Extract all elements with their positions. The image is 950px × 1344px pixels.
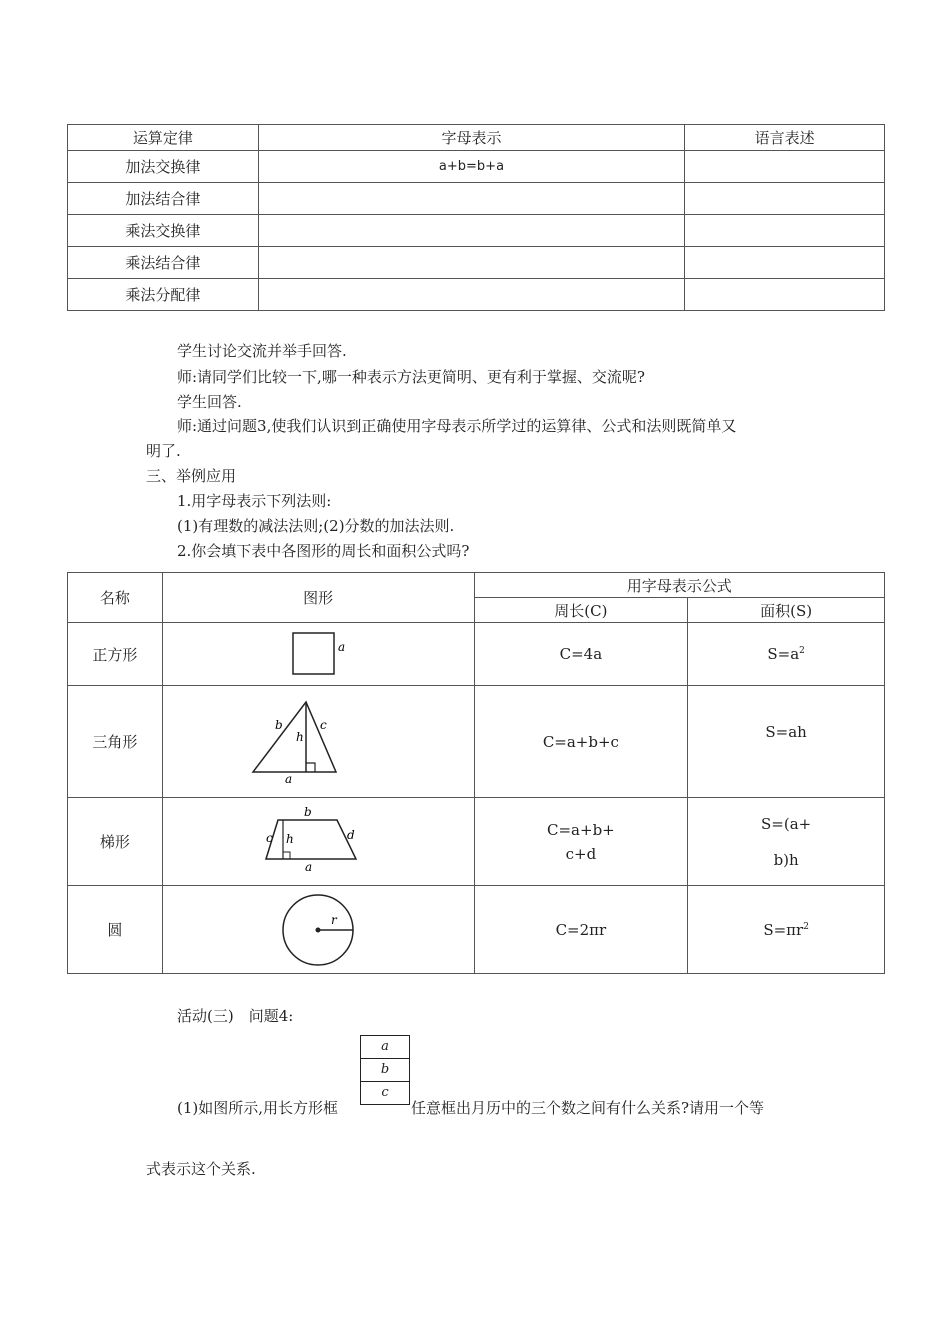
table-header-cell: 运算定律: [68, 125, 259, 151]
shape-figure-cell: [162, 686, 474, 798]
frame-cell-b: b: [361, 1059, 409, 1082]
calendar-frame-figure: [360, 1035, 410, 1105]
table-row: [68, 886, 885, 974]
trapezoid-figure: [258, 807, 378, 877]
area-base: S=πr: [763, 920, 804, 939]
table-cell: [685, 183, 885, 215]
shape-figure-cell: [162, 623, 474, 686]
trapezoid-label-h: h: [286, 831, 294, 846]
table-cell: [258, 183, 684, 215]
table-cell: 加法结合律: [68, 183, 259, 215]
table-cell: [685, 279, 885, 311]
table-cell: [258, 279, 684, 311]
question-1: 1.用字母表示下列法则:: [177, 492, 332, 510]
section-heading: 三、举例应用: [146, 467, 237, 485]
table-row: [68, 798, 885, 886]
table-cell: 乘法结合律: [68, 247, 259, 279]
perimeter-formula: [474, 798, 688, 886]
perimeter-line-1: C=a+b+: [547, 820, 615, 839]
table-cell: 乘法交换律: [68, 215, 259, 247]
question-2: 2.你会填下表中各图形的周长和面积公式吗?: [177, 542, 470, 560]
paragraph-teacher-summary-cont: 明了.: [146, 442, 181, 460]
shape-name: 圆: [68, 886, 163, 974]
activity-title: 活动(三) 问题4:: [177, 1007, 294, 1025]
header-area: 面积(S): [688, 598, 885, 623]
table-header-row: [68, 125, 885, 151]
perimeter-formula: C=a+b+c: [474, 686, 688, 798]
header-name: 名称: [68, 573, 163, 623]
table-cell: [685, 215, 885, 247]
table-row: [68, 623, 885, 686]
trapezoid-label-a: a: [305, 859, 313, 874]
table-cell: 乘法分配律: [68, 279, 259, 311]
frame-cell-a: a: [361, 1036, 409, 1059]
table-cell: [685, 247, 885, 279]
circle-figure: [278, 890, 358, 970]
perimeter-line-2: c+d: [565, 844, 597, 863]
trapezoid-label-d: d: [347, 827, 355, 842]
paragraph-student-discuss: 学生讨论交流并举手回答.: [177, 342, 347, 360]
area-exponent: 2: [799, 646, 805, 656]
area-base: S=ah: [765, 723, 807, 741]
frame-cell-c: c: [381, 1085, 389, 1100]
square-label-a: a: [338, 640, 346, 654]
triangle-label-c: c: [320, 717, 327, 732]
table-row: [68, 183, 885, 215]
table-cell: [685, 151, 885, 183]
table-header-row: [68, 573, 885, 598]
area-formula: [688, 686, 885, 798]
table-cell: 加法交换律: [68, 151, 259, 183]
shape-name: 三角形: [68, 686, 163, 798]
table-header-cell: 字母表示: [258, 125, 684, 151]
shape-figure-cell: [162, 798, 474, 886]
table-row: [68, 151, 885, 183]
triangle-label-b: b: [275, 717, 283, 732]
header-perimeter: 周长(C): [474, 598, 688, 623]
shape-figure-cell: [162, 886, 474, 974]
activity-question-cont: 式表示这个关系.: [146, 1160, 256, 1178]
area-formula: [688, 623, 885, 686]
table-row: [68, 686, 885, 798]
table-cell: [258, 215, 684, 247]
shapes-formula-table: [67, 572, 885, 974]
perimeter-formula: C=4a: [474, 623, 688, 686]
trapezoid-label-b: b: [304, 806, 312, 819]
circle-label-r: r: [331, 912, 337, 927]
table-cell: a+b=b+a: [258, 151, 684, 183]
table-header-cell: 语言表述: [685, 125, 885, 151]
question-1-items: (1)有理数的减法法则;(2)分数的加法法则.: [177, 517, 455, 535]
area-base: S=a: [767, 645, 800, 663]
paragraph-teacher-question: 师:请同学们比较一下,哪一种表示方法更简明、更有利于掌握、交流呢?: [177, 368, 645, 386]
table-row: [68, 215, 885, 247]
triangle-figure: [248, 699, 388, 785]
area-line-1: S=(a+: [761, 814, 812, 833]
table-row: [68, 247, 885, 279]
shape-name: 梯形: [68, 798, 163, 886]
area-exponent: 2: [803, 921, 809, 932]
area-formula: [688, 798, 885, 886]
area-formula: [688, 886, 885, 974]
triangle-label-h: h: [296, 729, 304, 744]
activity-question-start: (1)如图所示,用长方形框: [177, 1099, 339, 1117]
paragraph-student-answer: 学生回答.: [177, 393, 242, 411]
header-formula: 用字母表示公式: [474, 573, 884, 598]
paragraph-teacher-summary: 师:通过问题3,使我们认识到正确使用字母表示所学过的运算律、公式和法则既简单又: [177, 417, 737, 435]
header-figure: 图形: [162, 573, 474, 623]
perimeter-formula: C=2πr: [474, 886, 688, 974]
triangle-label-a: a: [285, 771, 293, 785]
table-row: [68, 279, 885, 311]
square-figure: [258, 629, 378, 679]
trapezoid-label-c: c: [266, 830, 273, 845]
shape-name: 正方形: [68, 623, 163, 686]
operation-laws-table: [67, 124, 885, 311]
table-cell: [258, 247, 684, 279]
activity-question-end: 任意框出月历中的三个数之间有什么关系?请用一个等: [411, 1099, 765, 1117]
area-line-2: b)h: [773, 850, 799, 869]
